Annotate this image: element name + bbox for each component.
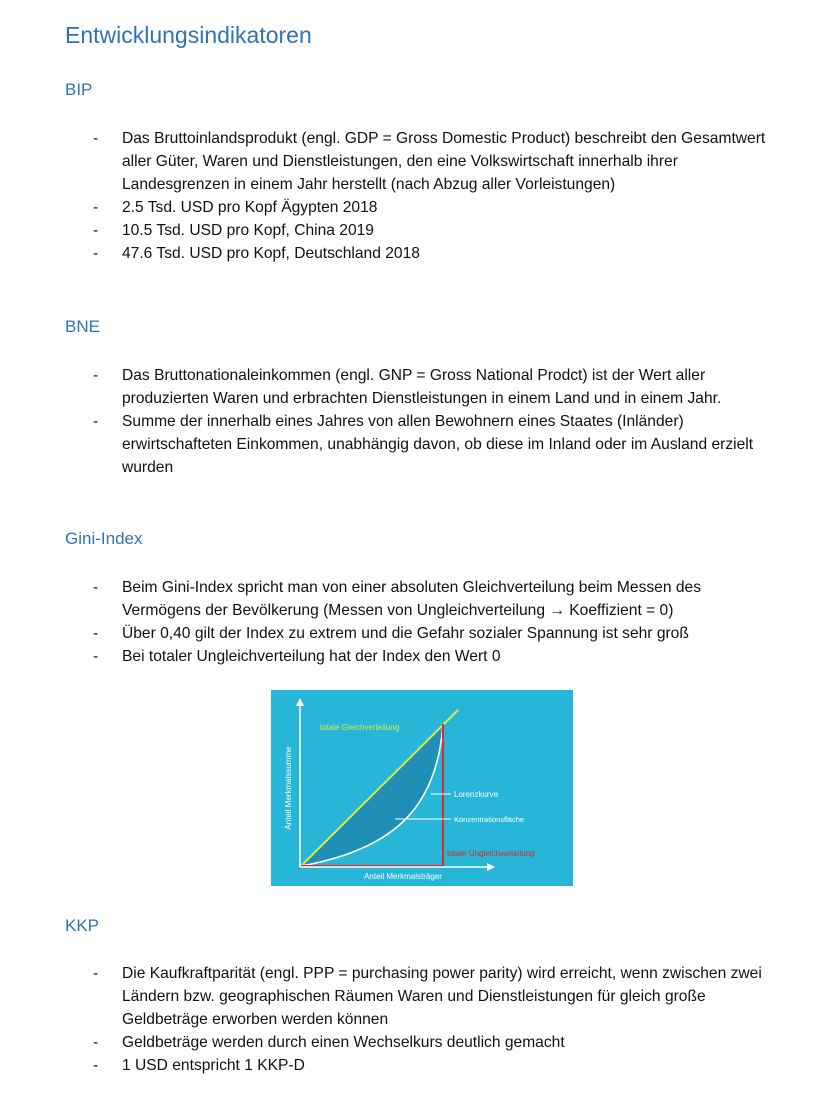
bne-list (0, 364, 828, 479)
list-item-text: Das Bruttonationaleinkommen (engl. GNP = Gross National Prodct) ist der Wert aller produzierten Waren und erbrachten Dienstleistungen in einem Land und in einem Jahr. (122, 367, 722, 407)
list-item-text: Über 0,40 gilt der Index zu extrem und die Gefahr sozialer Spannung ist sehr groß (122, 625, 689, 642)
lorenz-curve-diagram (271, 690, 573, 886)
section-heading-gini: Gini-Index (65, 529, 143, 548)
list-item (0, 622, 828, 645)
x-axis-arrow (487, 863, 495, 871)
bullet-dash: - (93, 130, 99, 147)
bullet-dash: - (93, 222, 99, 239)
bullet-dash: - (93, 648, 99, 665)
label-lorenz-curve: Lorenzkurve (454, 790, 499, 799)
section-heading-kkp: KKP (65, 916, 100, 935)
bullet-dash: - (93, 965, 99, 982)
list-item (0, 364, 828, 410)
list-item (0, 410, 828, 479)
section-heading-bne: BNE (65, 317, 100, 336)
bullet-dash: - (93, 625, 99, 642)
bullet-dash: - (93, 579, 99, 596)
list-item (0, 645, 828, 668)
label-concentration-area: Konzentrationsfläche (454, 815, 525, 824)
list-item (0, 242, 828, 265)
bullet-dash: - (93, 199, 99, 216)
bullet-dash: - (93, 1057, 99, 1074)
list-item (0, 576, 828, 622)
list-item-text: Die Kaufkraftparität (engl. PPP = purchasing power parity) wird erreicht, wenn zwischen zwei Ländern bzw. geographischen Räumen Waren und Dienstleistungen für gleich große Geldbeträge erworben werden können (122, 965, 762, 1028)
section-heading-bip: BIP (65, 80, 93, 99)
list-item-text: Beim Gini-Index spricht man von einer absoluten Gleichverteilung beim Messen des Vermögens der Bevölkerung (Messen von Ungleichverteilung → Koeffizient = 0) (122, 579, 701, 619)
bullet-dash: - (93, 245, 99, 262)
y-axis-arrow (296, 698, 304, 706)
list-item (0, 1054, 828, 1077)
bullet-dash: - (93, 367, 99, 384)
label-equal-distribution: totale Gleichverteilung (320, 723, 400, 732)
list-item (0, 1031, 828, 1054)
list-item-text: Geldbeträge werden durch einen Wechselkurs deutlich gemacht (122, 1034, 565, 1051)
bullet-dash: - (93, 1034, 99, 1051)
list-item-text: Bei totaler Ungleichverteilung hat der Index den Wert 0 (122, 648, 501, 665)
bip-list (0, 127, 828, 265)
list-item (0, 962, 828, 1031)
y-axis-label: Anteil Merkmalssumme (284, 746, 293, 830)
list-item (0, 219, 828, 242)
list-item-text: Summe der innerhalb eines Jahres von allen Bewohnern eines Staates (Inländer) erwirtschafteten Einkommen, unabhängig davon, ob diese im Inland oder im Ausland erzielt wurden (122, 413, 754, 476)
x-axis-label: Anteil Merkmalsträger (364, 872, 442, 881)
kkp-list (0, 962, 828, 1077)
bullet-dash: - (93, 413, 99, 430)
list-item (0, 196, 828, 219)
gini-list (0, 576, 828, 668)
page-title: Entwicklungsindikatoren (65, 22, 312, 48)
lorenz-curve-figure (271, 690, 573, 886)
equal-distribution-line (301, 710, 458, 866)
list-item-text: 47.6 Tsd. USD pro Kopf, Deutschland 2018 (122, 245, 420, 262)
list-item-text: 1 USD entspricht 1 KKP-D (122, 1057, 305, 1074)
list-item (0, 127, 828, 196)
list-item-text: Das Bruttoinlandsprodukt (engl. GDP = Gross Domestic Product) beschreibt den Gesamtwert aller Güter, Waren und Dienstleistungen, den eine Volkswirtschaft innerhalb ihrer Landesgrenzen in einem Jahr herstellt (nach Abzug aller Vorleistungen) (122, 130, 766, 193)
list-item-text: 10.5 Tsd. USD pro Kopf, China 2019 (122, 222, 374, 239)
label-total-inequality: totale Ungleichverteilung (447, 849, 535, 858)
list-item-text: 2.5 Tsd. USD pro Kopf Ägypten 2018 (122, 199, 378, 216)
